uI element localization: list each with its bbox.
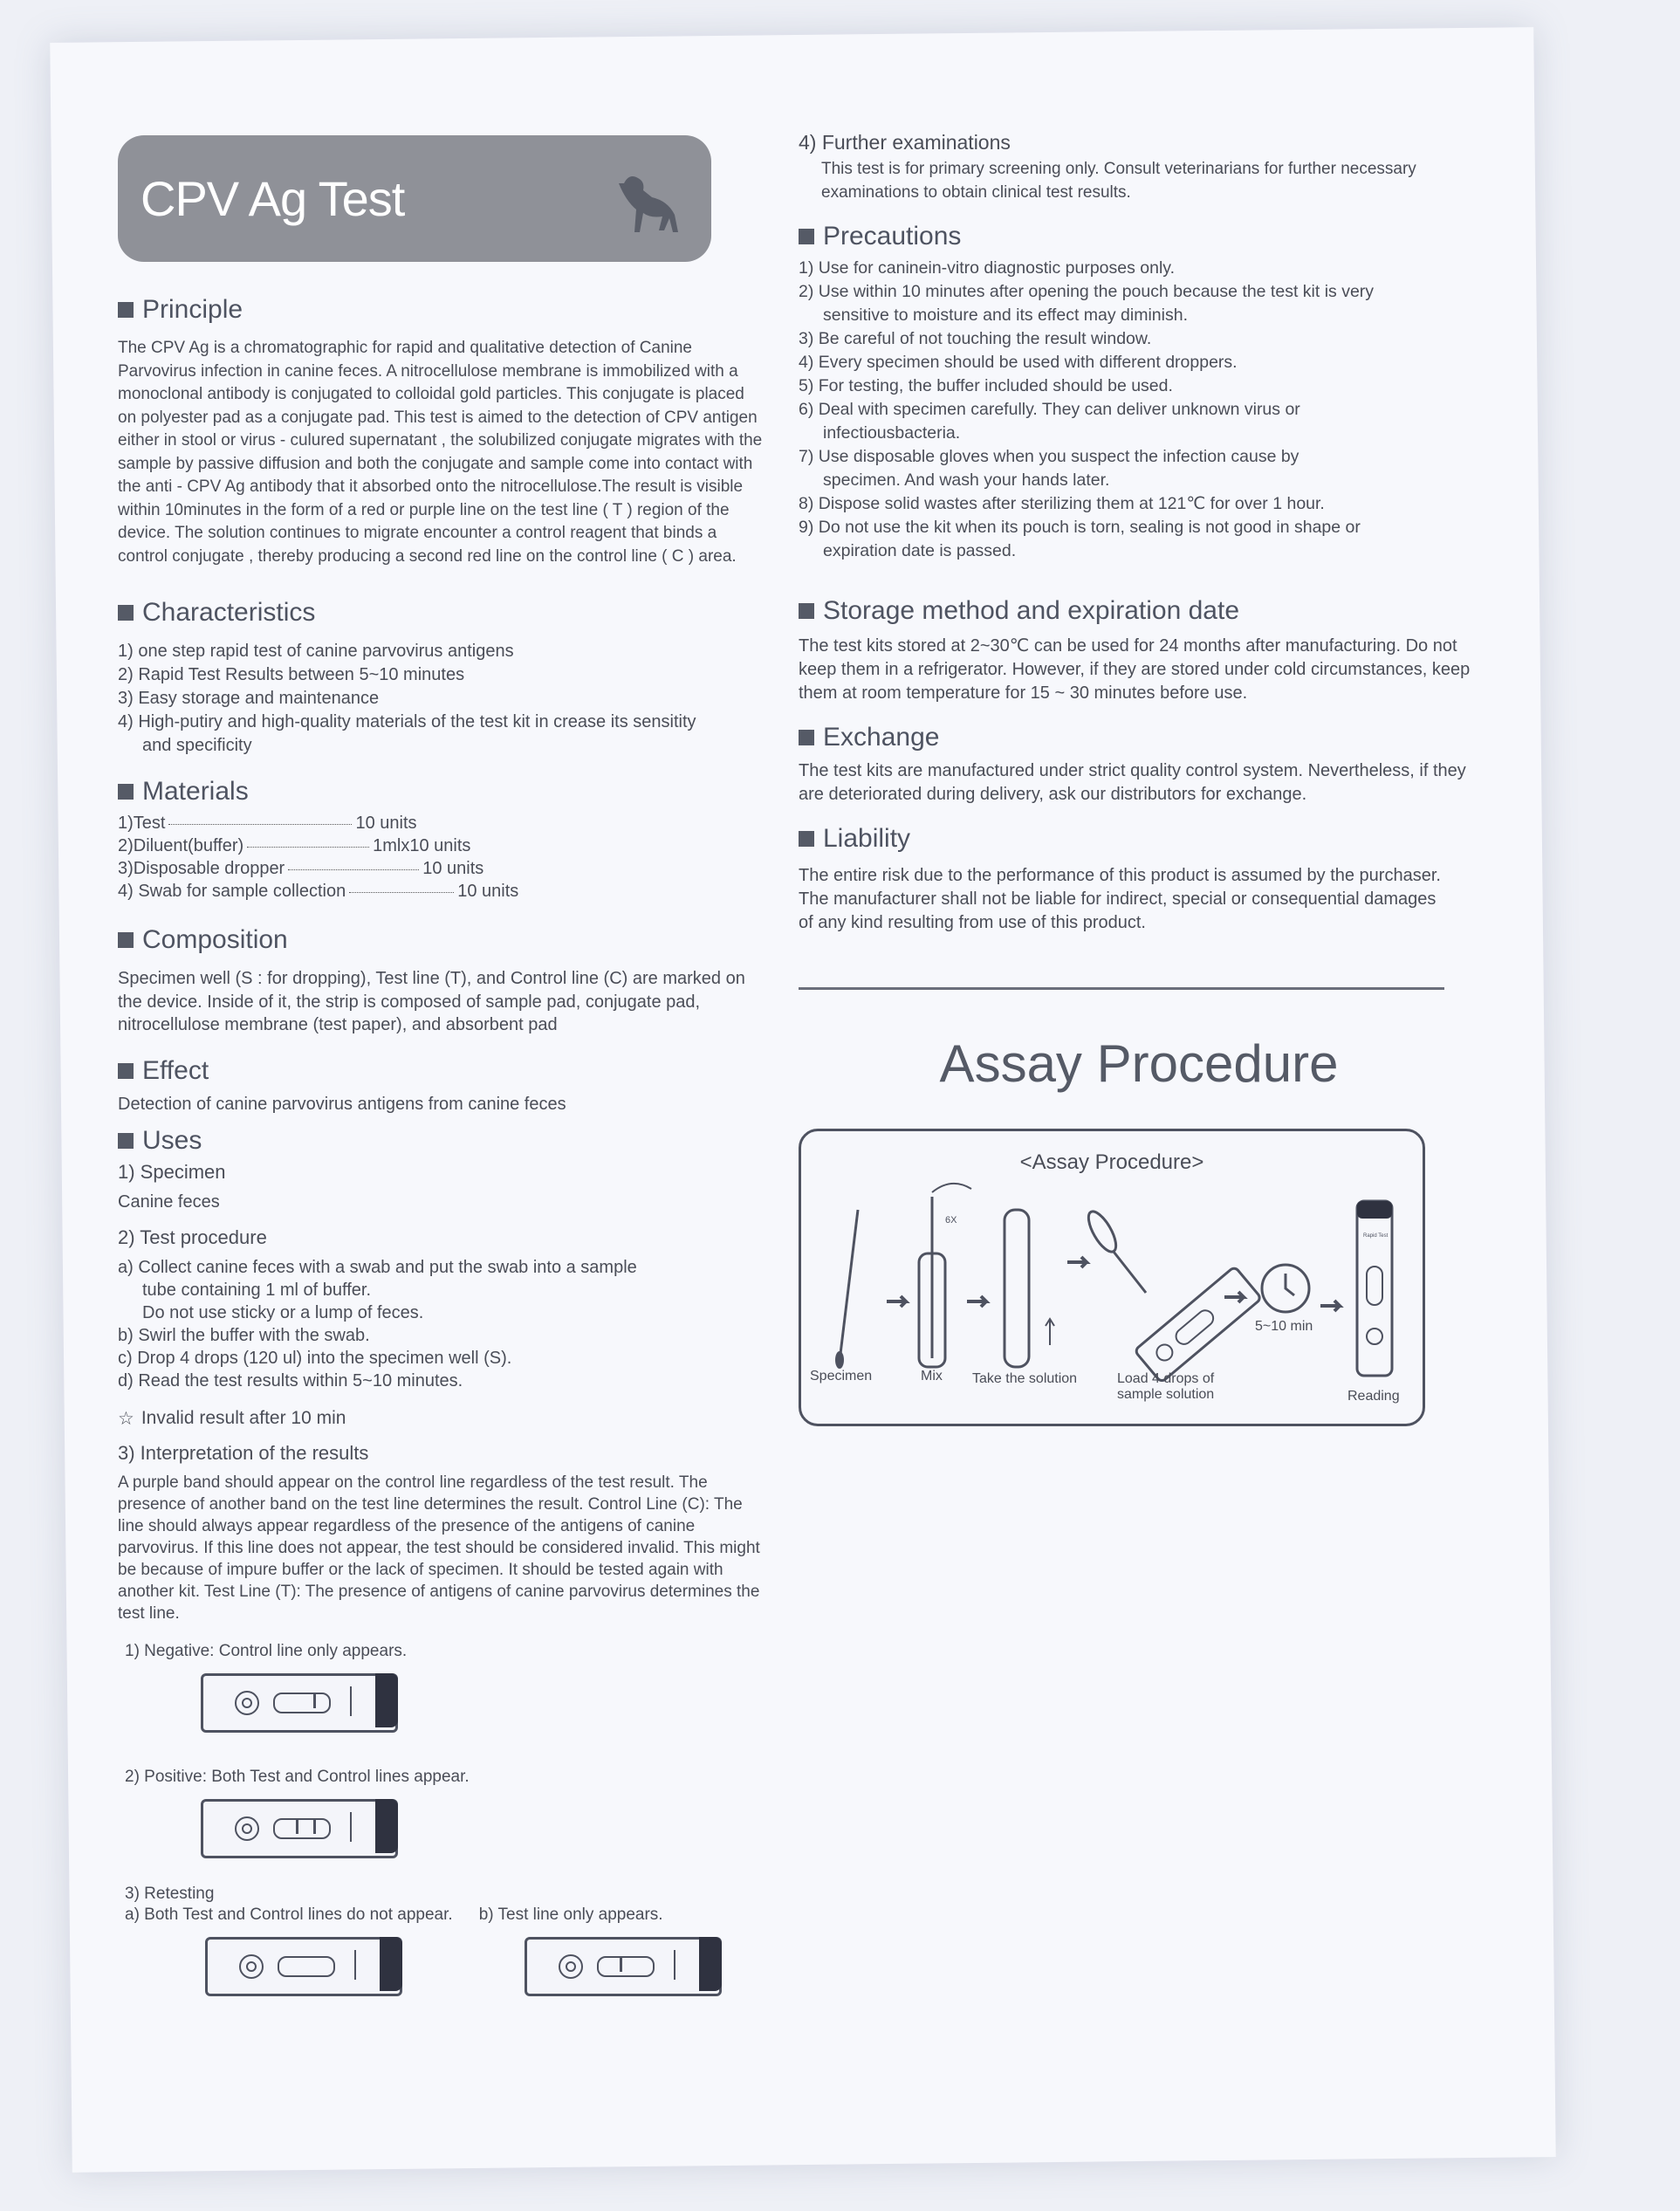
list-item: tube containing 1 ml of buffer. xyxy=(142,1280,372,1300)
arrow-right-icon xyxy=(1224,1292,1244,1302)
cassette-handle xyxy=(380,1937,402,1991)
list-item: sensitive to moisture and its effect may diminish. xyxy=(823,306,1188,325)
bullet-square-icon xyxy=(799,831,814,847)
specimen-well-icon xyxy=(235,1691,259,1715)
heading-text: Uses xyxy=(142,1126,202,1155)
cassette-label-mark xyxy=(350,1686,352,1716)
dropper-stem-icon xyxy=(1114,1252,1146,1293)
list-item: 2) Rapid Test Results between 5~10 minutes xyxy=(118,665,465,684)
bullet-square-icon xyxy=(118,1063,134,1079)
exchange-text: The test kits are manufactured under strict quality control system. Nevertheless, if they are deteriorated during delivery, ask our distributors for exchange. xyxy=(799,761,1466,804)
retest-heading: 3) Retesting xyxy=(125,1884,215,1903)
retest-b-cassette xyxy=(525,1937,722,1996)
cassette-handle xyxy=(699,1937,722,1991)
effect-text: Detection of canine parvovirus antigens from canine feces xyxy=(118,1094,566,1114)
invalid-text: Invalid result after 10 min xyxy=(141,1408,346,1428)
material-name: 3)Disposable dropper xyxy=(118,859,285,878)
procedure-subheading: 2) Test procedure xyxy=(118,1226,267,1248)
positive-label: 2) Positive: Both Test and Control lines appear. xyxy=(125,1767,470,1786)
list-item: 2) Use within 10 minutes after opening the pouch because the test kit is very xyxy=(799,282,1375,301)
negative-label: 1) Negative: Control line only appears. xyxy=(125,1641,408,1660)
bullet-square-icon xyxy=(118,784,134,800)
list-item: 9) Do not use the kit when its pouch is torn, sealing is not good in shape or xyxy=(799,518,1361,537)
load-line-2: sample solution xyxy=(1117,1387,1215,1402)
list-item: 4) Every specimen should be used with different droppers. xyxy=(799,353,1238,372)
interpretation-text: A purple band should appear on the control line regardless of the test result. The presence of another band on the test line determines the result. Control Line (C): The line should always appear regardless of the presence of the antigens of canine parvovirus. If this line does not appear, the test should be considered invalid. This might be because of impure buffer or the lack of specimen. It should be tested again with another kit. Test Line (T): The presence of antigens of canine parvovirus determines the test line. xyxy=(118,1473,760,1623)
further-heading: 4) Further examinations xyxy=(799,131,1011,154)
rapid-test-label: Rapid Test xyxy=(1363,1233,1389,1239)
liability-heading xyxy=(799,824,1479,854)
exchange-heading xyxy=(799,723,1479,752)
list-item: b) Swirl the buffer with the swab. xyxy=(118,1325,370,1345)
principle-heading xyxy=(118,295,764,325)
material-name: 4) Swab for sample collection xyxy=(118,882,346,901)
arrow-right-icon xyxy=(887,1296,906,1307)
cassette-handle xyxy=(375,1799,398,1853)
uses-heading xyxy=(118,1126,764,1156)
leader-dots xyxy=(288,869,419,870)
arrow-right-icon xyxy=(967,1296,986,1307)
material-row xyxy=(118,812,764,834)
section-divider xyxy=(799,987,1444,990)
list-item: 1) Use for caninein-vitro diagnostic purposes only. xyxy=(799,258,1176,278)
heading-text: Storage method and expiration date xyxy=(823,596,1239,625)
material-qty: 10 units xyxy=(457,882,519,901)
heading-text: Liability xyxy=(823,824,911,853)
right-column xyxy=(799,131,1479,1426)
control-line xyxy=(313,1694,316,1708)
characteristics-list xyxy=(118,640,764,758)
step-label-specimen: Specimen xyxy=(810,1369,873,1384)
material-qty: 10 units xyxy=(422,859,484,878)
arrow-up-icon xyxy=(1046,1319,1054,1345)
interpretation-subheading: 3) Interpretation of the results xyxy=(118,1441,369,1464)
specimen-well-icon xyxy=(235,1816,259,1841)
list-item: 5) For testing, the buffer included should be used. xyxy=(799,376,1173,395)
leader-dots xyxy=(168,824,352,825)
leader-dots xyxy=(247,847,369,848)
control-line xyxy=(313,1820,316,1834)
dog-icon xyxy=(615,166,685,240)
list-item: 1) one step rapid test of canine parvovirus antigens xyxy=(118,642,514,661)
procedure-steps xyxy=(118,1256,764,1392)
composition-text: Specimen well (S : for dropping), Test line (T), and Control line (C) are marked on the device. Inside of it, the strip is composed of sample pad, conjugate pad, nitrocellulose membrane (test paper), and absorbent pad xyxy=(118,969,745,1034)
dropper-icon xyxy=(1005,1210,1029,1367)
step-label-time: 5~10 min xyxy=(1255,1319,1313,1334)
assay-box-caption: <Assay Procedure> xyxy=(1019,1150,1204,1174)
list-item: d) Read the test results within 5~10 minutes. xyxy=(118,1370,463,1390)
material-name: 1)Test xyxy=(118,814,166,833)
bullet-square-icon xyxy=(799,730,814,745)
storage-heading xyxy=(799,596,1479,626)
assay-title: Assay Procedure xyxy=(939,1034,1339,1093)
page-title: CPV Ag Test xyxy=(141,171,405,226)
bullet-square-icon xyxy=(799,229,814,244)
assay-illustration xyxy=(801,1131,1423,1424)
result-window xyxy=(597,1956,655,1977)
bullet-square-icon xyxy=(118,302,134,318)
step-label-take: Take the solution xyxy=(972,1371,1078,1386)
material-row xyxy=(118,857,764,880)
bullet-square-icon xyxy=(118,1133,134,1149)
bullet-square-icon xyxy=(118,605,134,621)
load-line-1: Load 4 drops of xyxy=(1117,1371,1215,1386)
list-item: 3) Easy storage and maintenance xyxy=(118,689,380,708)
arrow-right-icon xyxy=(1067,1257,1087,1267)
heading-text: Exchange xyxy=(823,723,940,752)
liability-text: The entire risk due to the performance of this product is assumed by the purchaser. The manufacturer shall not be liable for indirect, special or consequential damages of any kind resulting from use of this product. xyxy=(799,866,1441,932)
materials-list xyxy=(118,812,764,903)
hand-icon xyxy=(932,1184,971,1192)
step-label-load xyxy=(1117,1371,1214,1403)
step-label-reading: Reading xyxy=(1347,1389,1400,1404)
star-icon: ☆ xyxy=(118,1408,134,1429)
material-qty: 1mlx10 units xyxy=(373,836,471,855)
material-qty: 10 units xyxy=(355,814,417,833)
list-item: 7) Use disposable gloves when you suspect the infection cause by xyxy=(799,447,1299,466)
bullet-square-icon xyxy=(799,603,814,619)
characteristics-heading xyxy=(118,598,764,628)
arrow-right-icon xyxy=(1320,1301,1340,1311)
specimen-well-icon xyxy=(239,1954,264,1979)
list-item: c) Drop 4 drops (120 ul) into the specimen well (S). xyxy=(118,1348,512,1368)
material-row xyxy=(118,834,764,857)
precautions-list xyxy=(799,257,1479,563)
material-row xyxy=(118,880,764,903)
leader-dots xyxy=(349,892,454,893)
swab-tip-icon xyxy=(835,1351,844,1369)
heading-text: Principle xyxy=(142,295,243,324)
assay-procedure-diagram xyxy=(799,1129,1425,1426)
list-item: 3) Be careful of not touching the result window. xyxy=(799,329,1152,348)
list-item: 8) Dispose solid wastes after sterilizing them at 121℃ for over 1 hour. xyxy=(799,494,1325,513)
result-window xyxy=(273,1818,331,1839)
loading-cassette-icon xyxy=(1135,1267,1262,1383)
retest-a-label: a) Both Test and Control lines do not appear. xyxy=(125,1905,453,1924)
title-banner xyxy=(118,135,711,262)
specimen-text: Canine feces xyxy=(118,1192,220,1212)
specimen-subheading: 1) Specimen xyxy=(118,1161,226,1183)
materials-heading xyxy=(118,777,764,807)
negative-cassette xyxy=(201,1673,398,1733)
composition-heading xyxy=(118,925,764,955)
retest-a-cassette xyxy=(205,1937,402,1996)
bullet-square-icon xyxy=(118,932,134,948)
swirl-count-label: 6X xyxy=(945,1215,957,1226)
result-window xyxy=(273,1693,331,1713)
dropper-bulb-icon xyxy=(1083,1207,1121,1255)
reading-cassette-icon xyxy=(1357,1201,1392,1376)
test-line xyxy=(296,1820,298,1834)
retest-b-label: b) Test line only appears. xyxy=(478,1905,663,1924)
cassette-label-mark xyxy=(354,1950,356,1980)
invalid-note xyxy=(118,1408,764,1430)
cassette-handle xyxy=(375,1673,398,1727)
left-column xyxy=(118,135,764,1996)
cassette-label-mark xyxy=(350,1812,352,1842)
retest-labels xyxy=(125,1905,764,1925)
test-line xyxy=(620,1958,622,1972)
principle-text: The CPV Ag is a chromatographic for rapid and qualitative detection of Canine Parvovirus infection in canine feces. A nitrocellulose membrane is immobilized with a monoclonal antibody is conjugated to colloidal gold particles. This conjugate is placed on polyester pad as a conjugate pad. This test is aimed to the detection of CPV antigen either in stool or virus - culured supernatant , the solubilized conjugate migrates with the sample by passive diffusion and both the conjugate and sample come into contact with the anti - CPV Ag antibody that it absorbed onto the nitrocellulose.The result is visible within 10minutes in the form of a red or purple line on the test line ( T ) region of the device. The solution continues to migrate encounter a control reagent that binds a control conjugate , thereby producing a second red line on the control line ( C ) area. xyxy=(118,339,763,566)
further-text: This test is for primary screening only. Consult veterinarians for further necessary examinations to obtain clinical test results. xyxy=(821,160,1416,202)
positive-cassette xyxy=(201,1799,398,1858)
result-window xyxy=(278,1956,335,1977)
specimen-well-icon xyxy=(559,1954,583,1979)
list-item: a) Collect canine feces with a swab and put the swab into a sample xyxy=(118,1257,637,1277)
list-item: 6) Deal with specimen carefully. They can deliver unknown virus or xyxy=(799,400,1300,419)
heading-text: Composition xyxy=(142,925,288,954)
storage-text: The test kits stored at 2~30℃ can be used for 24 months after manufacturing. Do not keep them in a refrigerator. However, if they are stored under cold circumstances, keep them at room temperature for 15 ~ 30 minutes before use. xyxy=(799,636,1471,703)
list-item: expiration date is passed. xyxy=(823,541,1017,560)
step-label-mix: Mix xyxy=(921,1369,943,1384)
swab-icon xyxy=(840,1210,858,1354)
list-item: Do not use sticky or a lump of feces. xyxy=(142,1302,424,1322)
list-item: and specificity xyxy=(142,736,252,755)
effect-heading xyxy=(118,1056,764,1086)
list-item: 4) High-putiry and high-quality materials of the test kit in crease its sensitity xyxy=(118,712,696,731)
heading-text: Effect xyxy=(142,1055,209,1085)
precautions-heading xyxy=(799,222,1479,251)
list-item: infectiousbacteria. xyxy=(823,423,961,443)
heading-text: Materials xyxy=(142,777,249,806)
cassette-label-mark xyxy=(674,1950,675,1980)
material-name: 2)Diluent(buffer) xyxy=(118,836,244,855)
heading-text: Precautions xyxy=(823,222,962,251)
heading-text: Characteristics xyxy=(142,598,316,627)
retest-cassettes xyxy=(205,1937,764,1996)
list-item: specimen. And wash your hands later. xyxy=(823,470,1110,490)
